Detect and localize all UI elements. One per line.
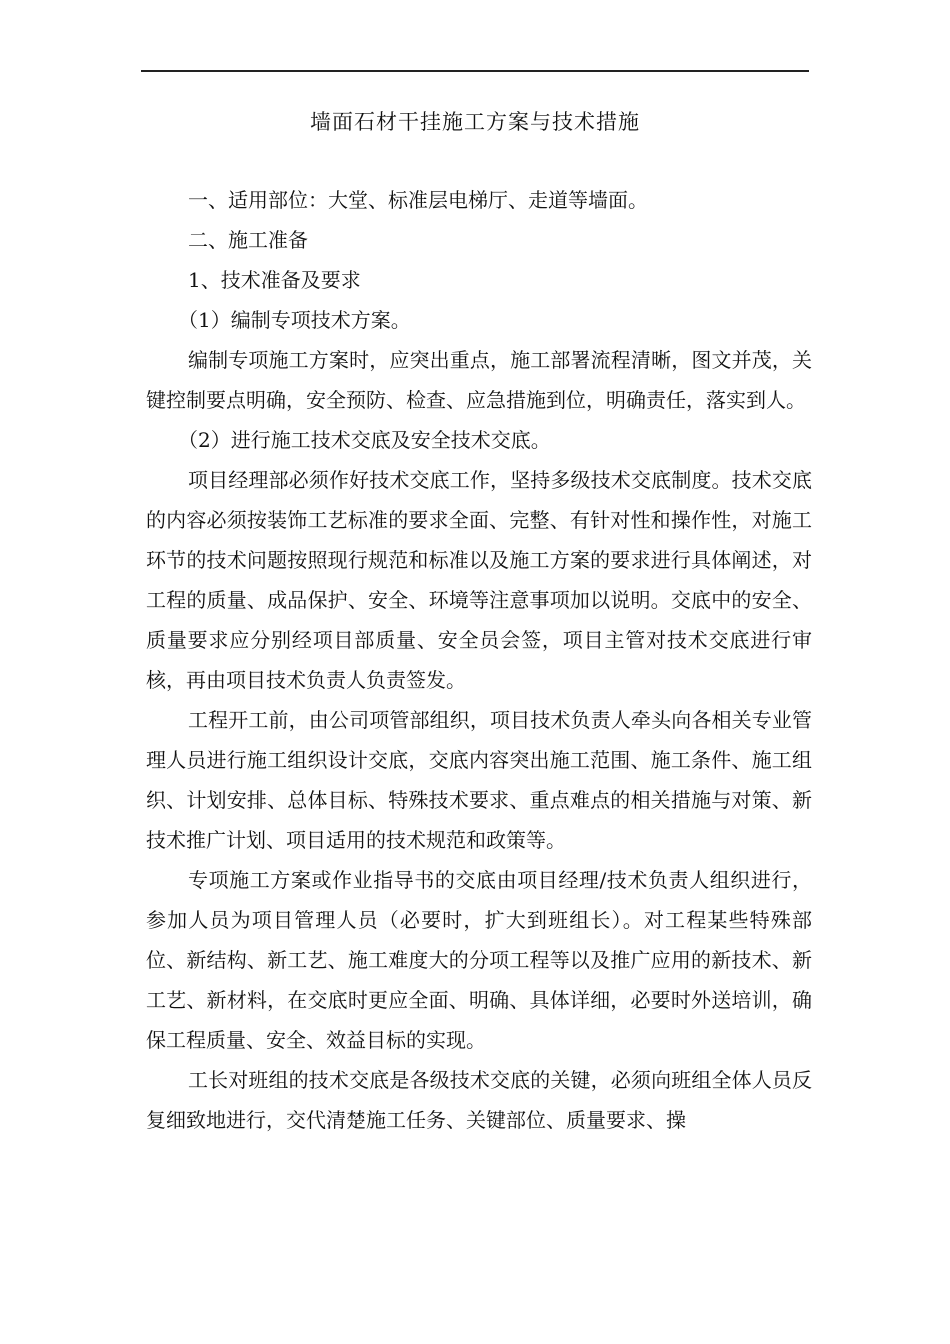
subsection-heading-technical: 1、技术准备及要求 bbox=[188, 268, 361, 292]
paragraph: 项目经理部必须作好技术交底工作，坚持多级技术交底制度。技术交底的内容必须按装饰工艺标准的要求全面、完整、有针对性和操作性，对施工环节的技术问题按照现行规范和标准以及施工方案的要求进行具体阐述，对工程的质量、成品保护、安全、环境等注意事项加以说明。交底中的安全、质量要求应分别经项目部质量、安全员会签，项目主管对技术交底进行审核，再由项目技术负责人负责签发。 bbox=[146, 468, 812, 692]
paragraph: 工长对班组的技术交底是各级技术交底的关键，必须向班组全体人员反复细致地进行，交代清楚施工任务、关键部位、质量要求、操 bbox=[146, 1068, 812, 1132]
item-heading-2: （2）进行施工技术交底及安全技术交底。 bbox=[178, 428, 551, 452]
section-heading-preparation: 二、施工准备 bbox=[188, 228, 308, 252]
paragraph: 专项施工方案或作业指导书的交底由项目经理/技术负责人组织进行，参加人员为项目管理人员（必要时，扩大到班组长）。对工程某些特殊部位、新结构、新工艺、施工难度大的分项工程等以及推广应用的新技术、新工艺、新材料，在交底时更应全面、明确、具体详细，必要时外送培训，确保工程质量、安全、效益目标的实现。 bbox=[146, 868, 812, 1052]
item-heading-1: （1）编制专项技术方案。 bbox=[178, 308, 411, 332]
document-body bbox=[146, 180, 812, 1140]
paragraph: 工程开工前，由公司项管部组织，项目技术负责人牵头向各相关专业管理人员进行施工组织设计交底，交底内容突出施工范围、施工条件、施工组织、计划安排、总体目标、特殊技术要求、重点难点的相关措施与对策、新技术推广计划、项目适用的技术规范和政策等。 bbox=[146, 708, 812, 852]
section-heading-scope: 一、适用部位：大堂、标准层电梯厅、走道等墙面。 bbox=[188, 188, 648, 212]
document-title: 墙面石材干挂施工方案与技术措施 bbox=[310, 110, 640, 134]
header-rule bbox=[141, 70, 809, 72]
paragraph: 编制专项施工方案时，应突出重点，施工部署流程清晰，图文并茂，关键控制要点明确，安全预防、检查、应急措施到位，明确责任，落实到人。 bbox=[146, 348, 812, 412]
